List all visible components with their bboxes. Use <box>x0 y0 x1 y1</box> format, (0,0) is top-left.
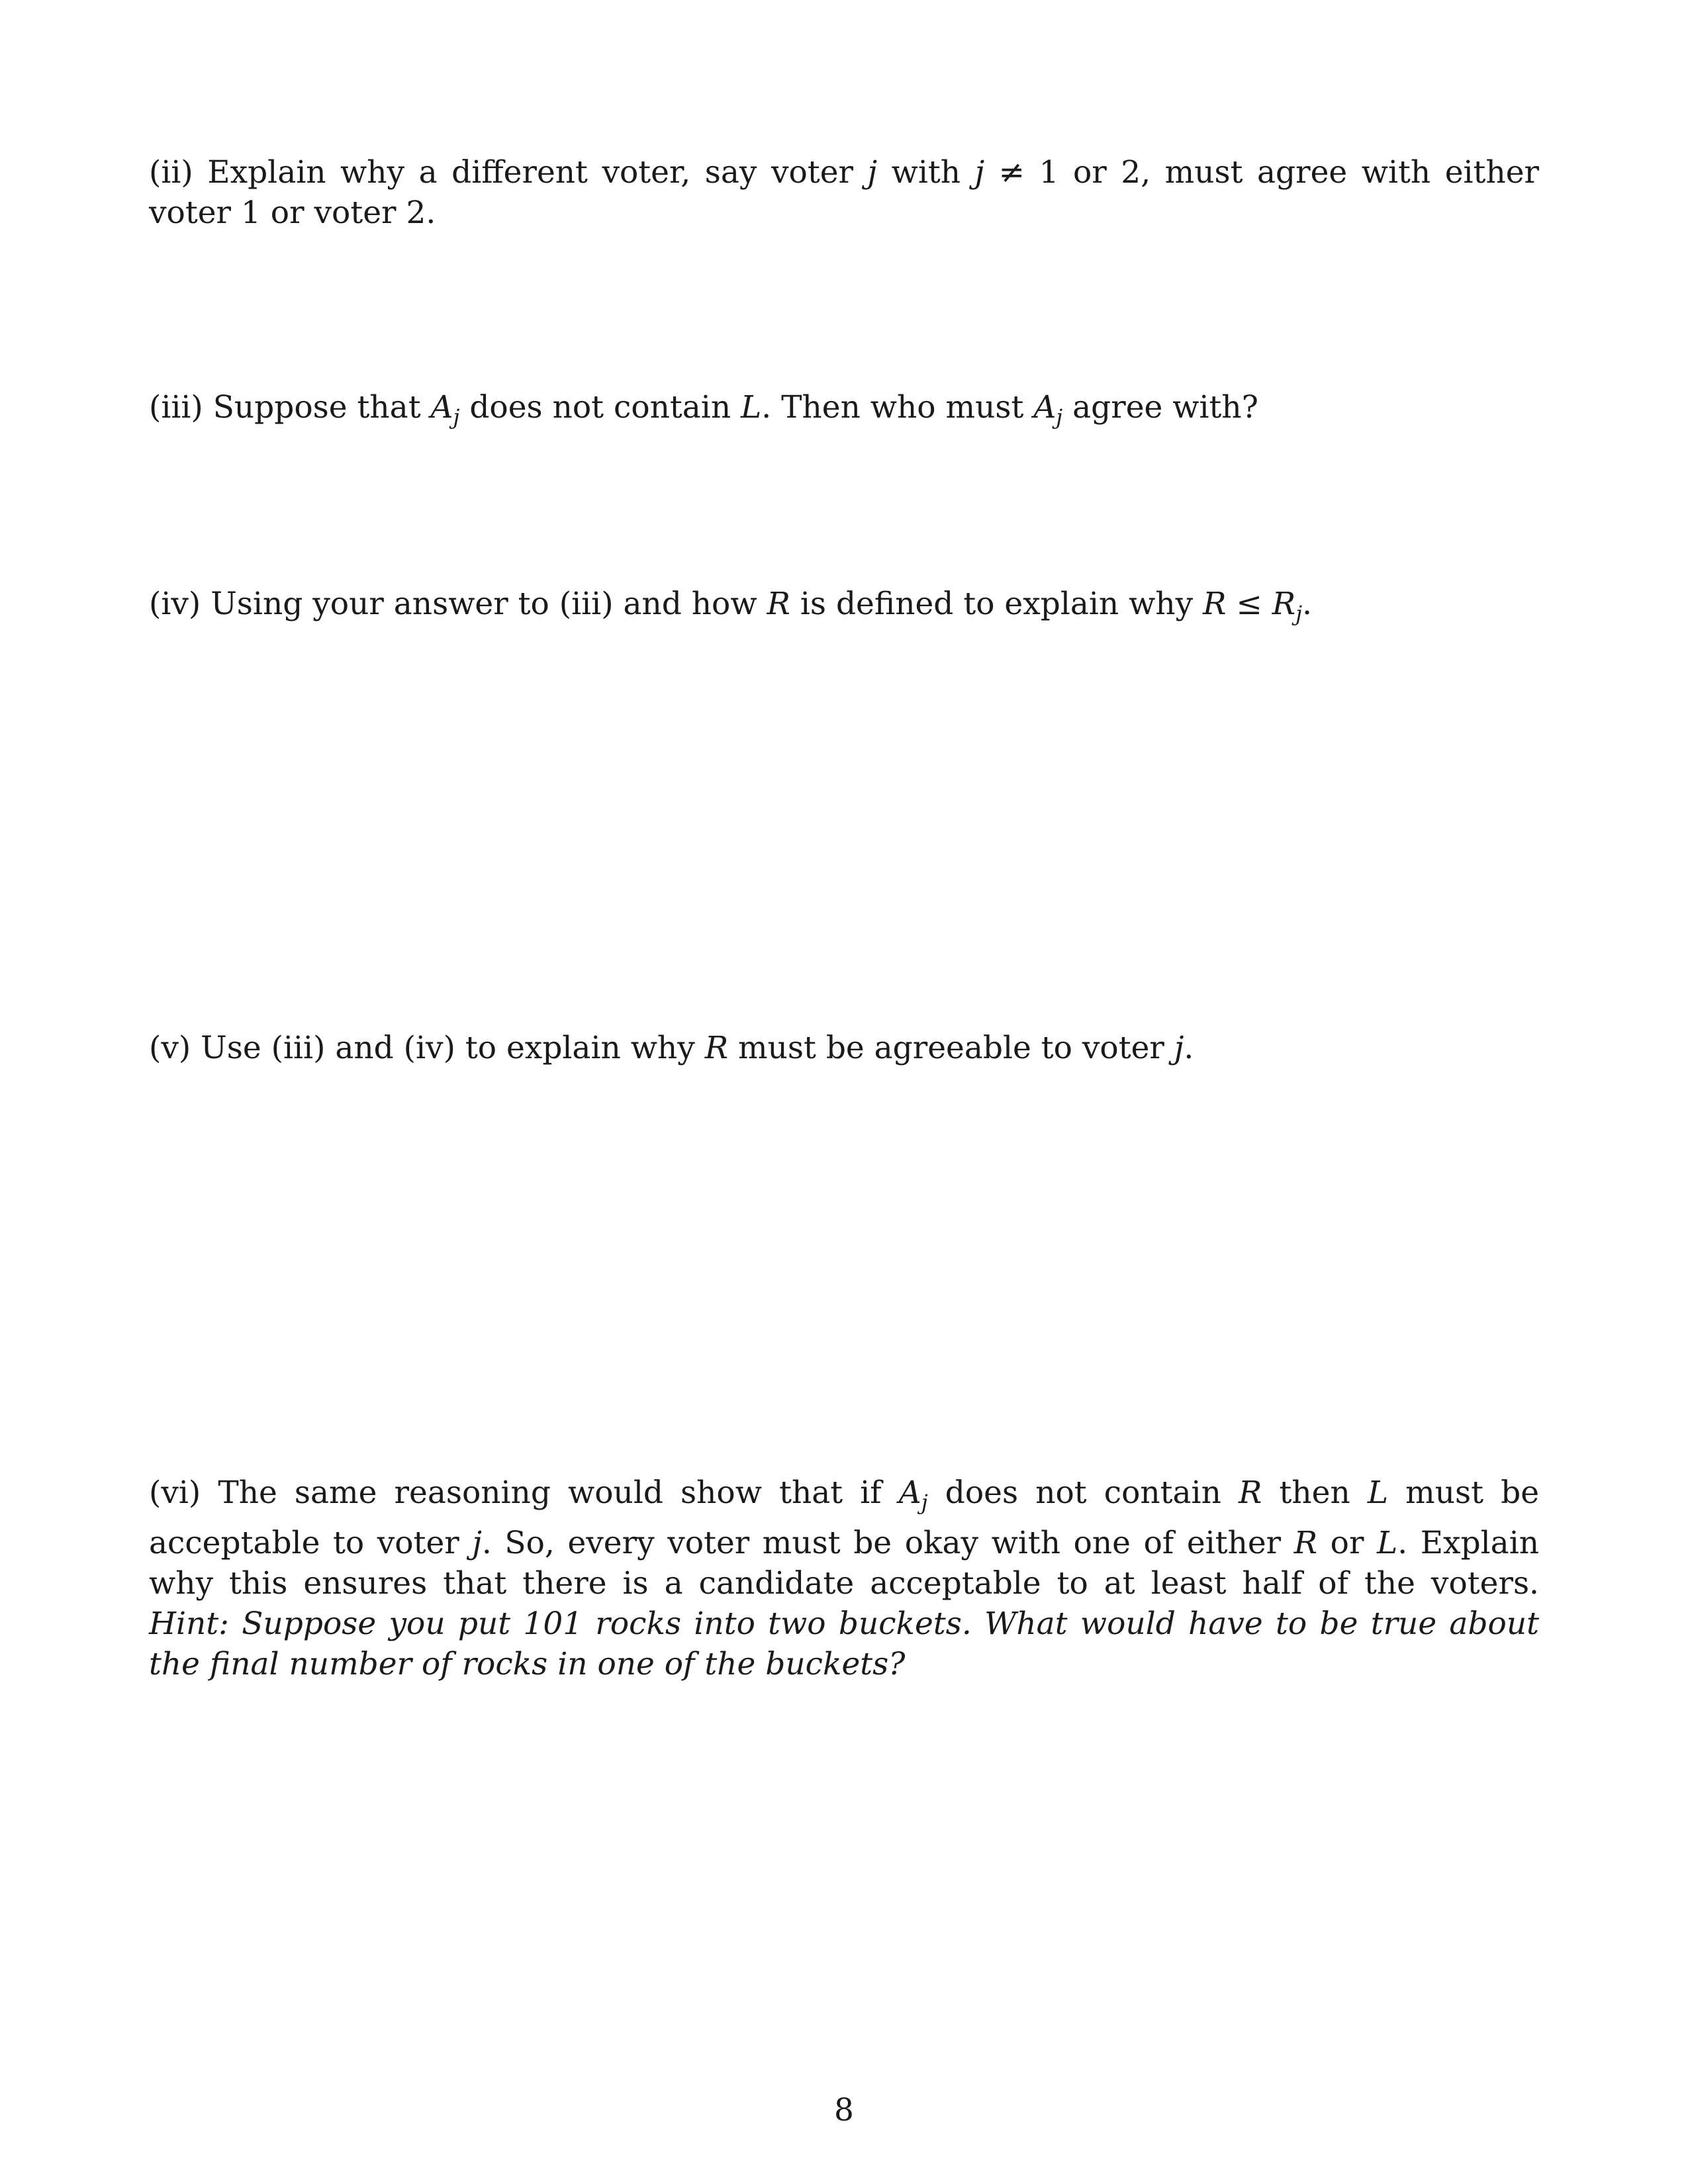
question-iii-text: (iii) Suppose that <box>149 389 431 426</box>
hint-text: Hint: Suppose you put 101 rocks into two buckets. What would have to be true about the final number of rocks in one of the buckets? <box>149 1606 1539 1682</box>
math-A: A <box>1033 389 1056 426</box>
question-iii <box>149 387 1539 437</box>
math-R: R <box>704 1030 729 1066</box>
question-ii <box>149 152 1539 233</box>
math-j: j <box>472 1525 482 1561</box>
math-subscript-j: j <box>453 404 460 430</box>
question-vi-text: (vi) The same reasoning would show that if <box>149 1475 899 1511</box>
question-v <box>149 1028 1539 1068</box>
page-number: 8 <box>834 2092 854 2128</box>
math-neq-symbol: ≠ <box>984 154 1039 191</box>
math-j: j <box>974 154 985 191</box>
math-L: L <box>1377 1525 1398 1561</box>
question-v-text: must be agreeable to voter <box>728 1030 1174 1066</box>
math-A: A <box>898 1475 921 1511</box>
question-vi-text: must be acceptable to voter <box>149 1475 1540 1561</box>
question-vi-text: or <box>1317 1525 1378 1561</box>
question-v-text: (v) Use (iii) and (iv) to explain why <box>149 1030 705 1066</box>
question-vi-text: . Explain why this ensures that there is a candidate acceptable to at least half of the voters. <box>149 1525 1540 1602</box>
math-j: j <box>1174 1030 1184 1066</box>
math-R: R <box>1293 1525 1318 1561</box>
question-iii-text: agree with? <box>1062 389 1258 426</box>
math-leq-symbol: ≤ <box>1226 586 1272 622</box>
question-iii-text: . Then who must <box>761 389 1034 426</box>
math-subscript-j: j <box>921 1490 928 1515</box>
question-iii-text: does not contain <box>459 389 741 426</box>
question-vi-text: then <box>1262 1475 1368 1511</box>
question-v-text: . <box>1184 1030 1194 1066</box>
question-ii-text: (ii) Explain why a different voter, say voter <box>149 154 868 191</box>
math-L: L <box>1367 1475 1389 1511</box>
math-subscript-j: j <box>1295 601 1303 626</box>
question-iv-text: (iv) Using your answer to (iii) and how <box>149 586 767 622</box>
question-vi-text: . So, every voter must be okay with one of either <box>481 1525 1294 1561</box>
math-R: R <box>1272 586 1296 622</box>
math-R: R <box>767 586 790 622</box>
math-A: A <box>430 389 453 426</box>
math-j: j <box>867 154 878 191</box>
question-iv-text: is defined to explain why <box>790 586 1203 622</box>
question-vi <box>149 1473 1539 1684</box>
question-iv-text: . <box>1302 586 1313 622</box>
question-ii-text: with <box>877 154 975 191</box>
question-iv <box>149 584 1539 634</box>
question-ii-text: 1 or 2, must agree with either voter 1 or voter 2. <box>149 154 1539 231</box>
question-vi-text: does not contain <box>927 1475 1239 1511</box>
math-L: L <box>741 389 762 426</box>
math-R: R <box>1238 1475 1262 1511</box>
math-subscript-j: j <box>1056 404 1063 430</box>
math-R: R <box>1203 586 1227 622</box>
